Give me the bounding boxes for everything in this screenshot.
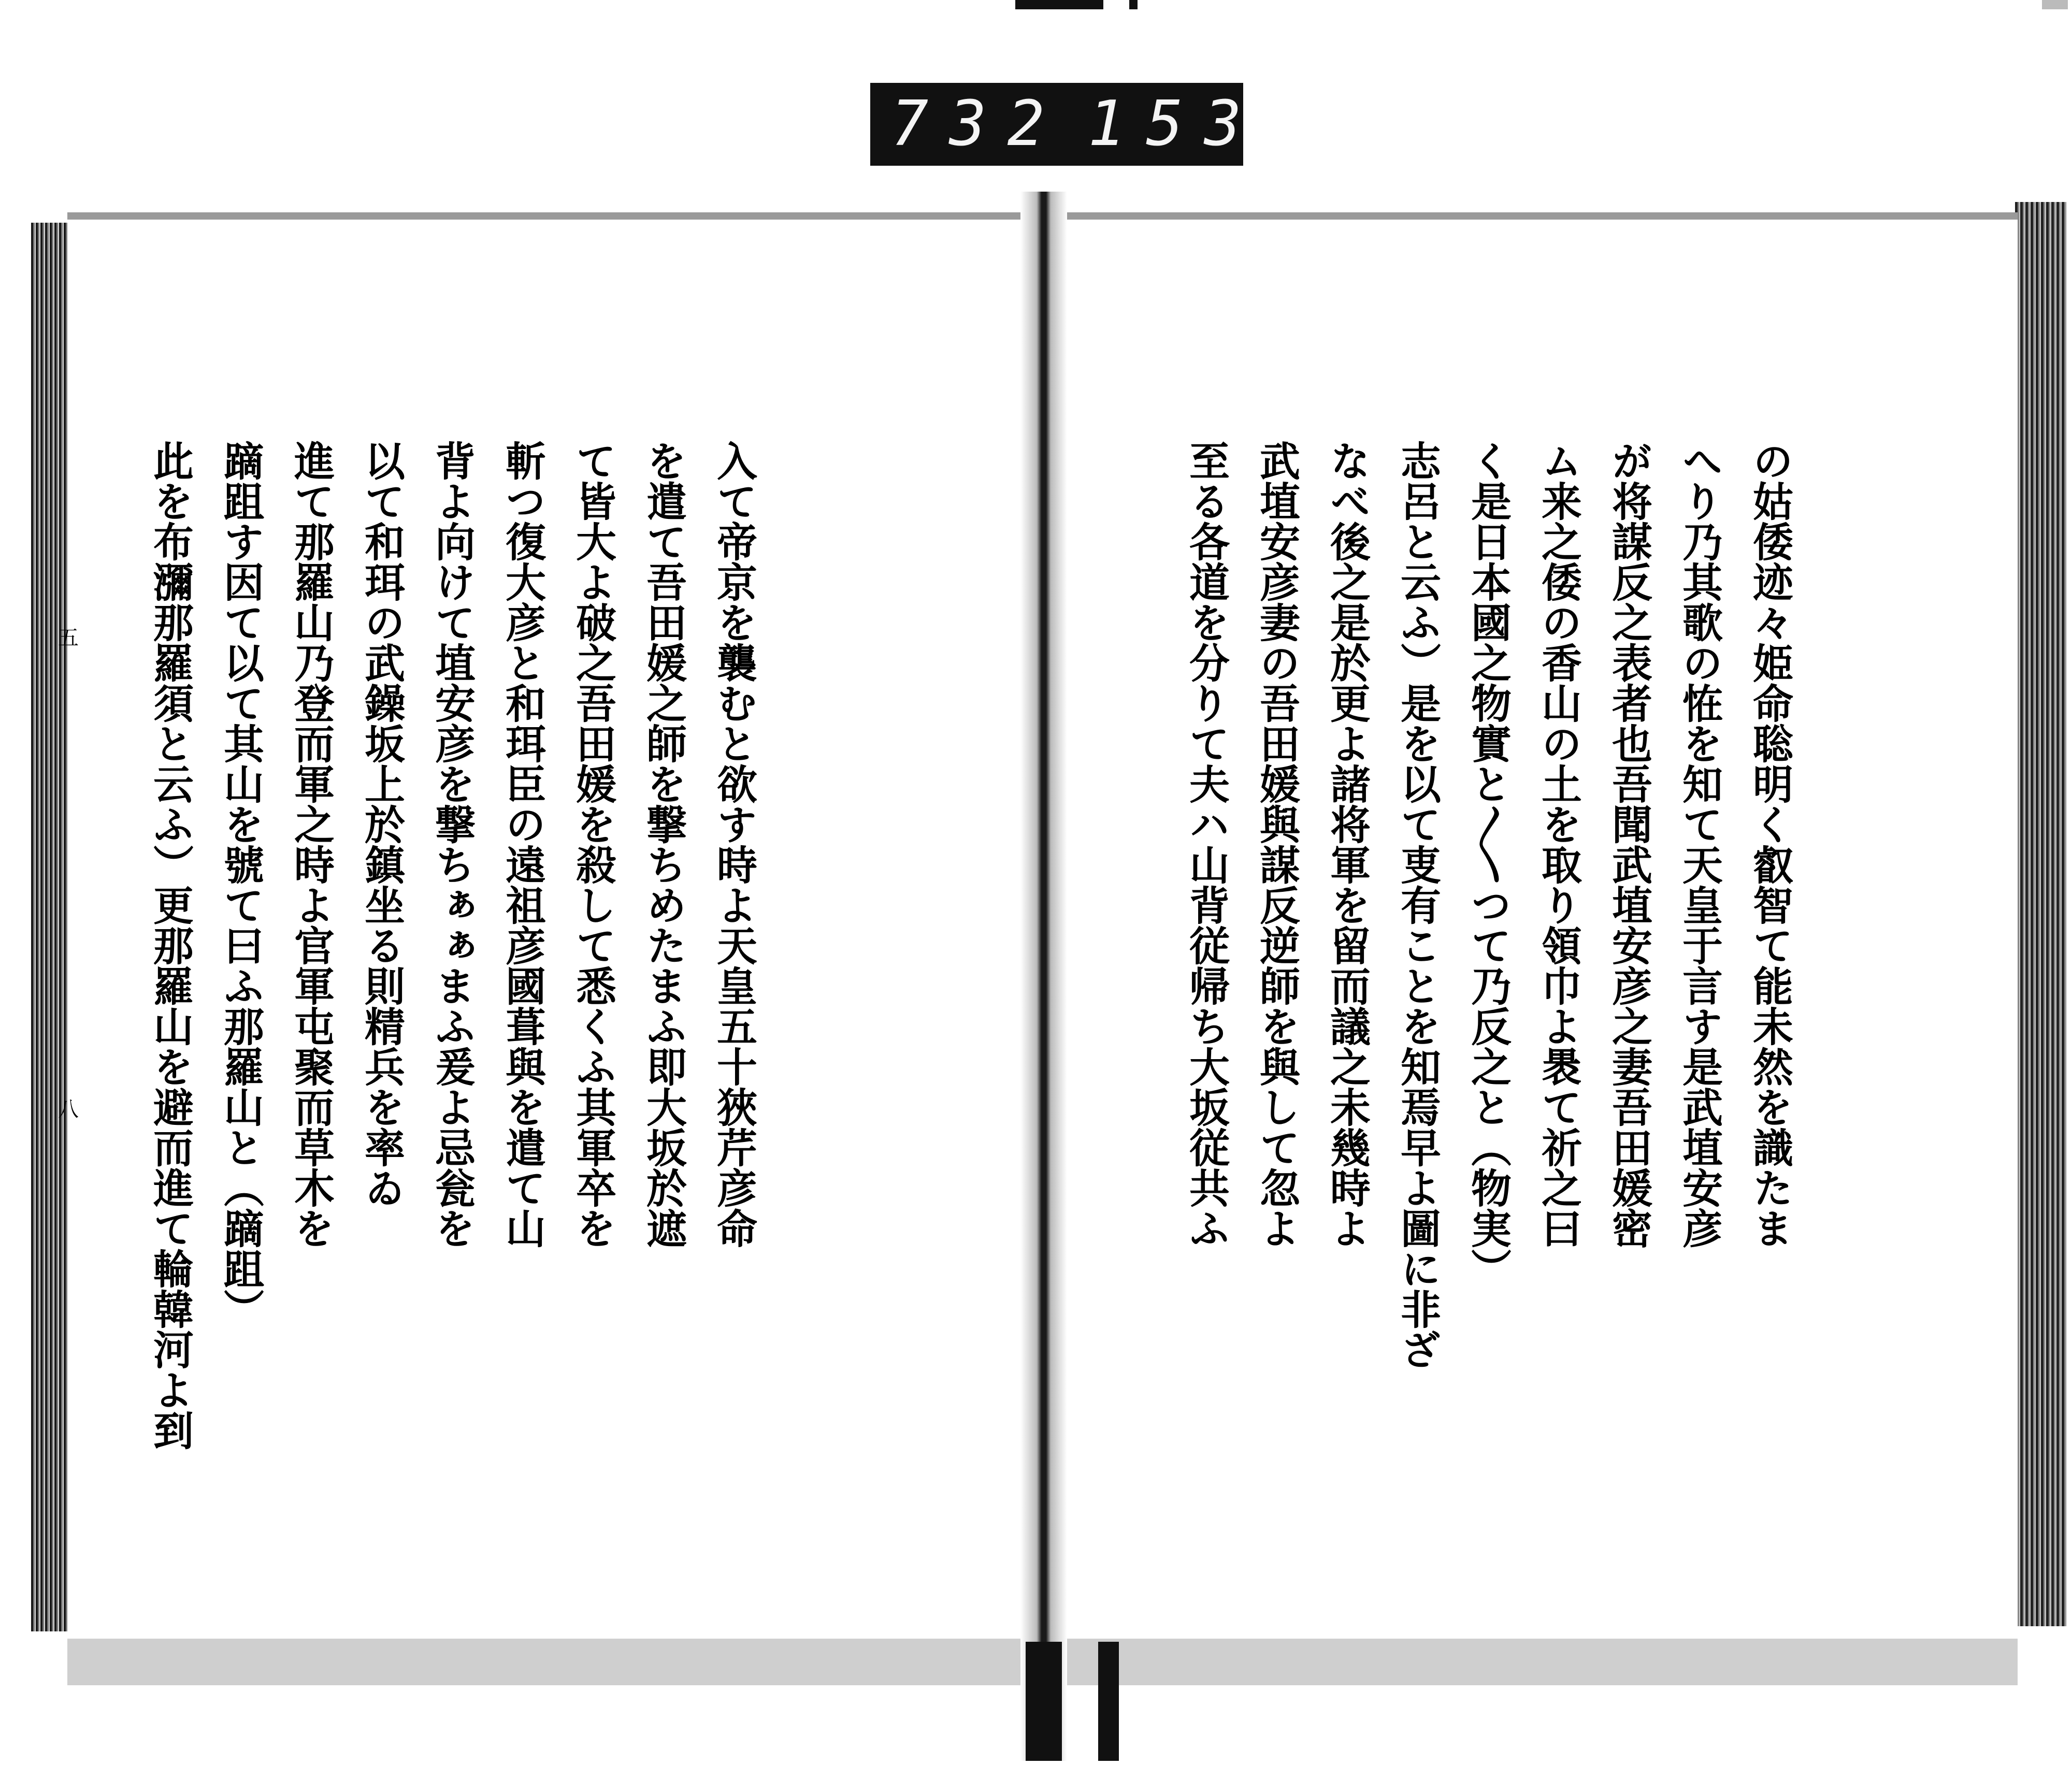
- right-page-edges: [2015, 202, 2067, 1626]
- text-column: へり乃其歌の恠を知て天皇于言す是武埴安彦: [1676, 440, 1723, 1248]
- text-column: の姑倭迹々姫命聡明く叡智て能未然を識たま: [1746, 440, 1793, 1248]
- gutter-shadow: [1098, 1642, 1119, 1761]
- text-column: 入て帝京を襲むと欲す時よ天皇五十狹芹彦命: [710, 440, 757, 1248]
- left-page-text: [135, 440, 769, 1507]
- film-label-number-a: 732: [891, 88, 1066, 160]
- film-edge-mark: [1015, 0, 1103, 9]
- gutter-shadow: [1026, 1642, 1062, 1761]
- text-column: て皆大よ破之吾田媛を殺して悉くふ其軍卒を: [569, 440, 616, 1248]
- text-column: が将謀反之表者也吾聞武埴安彦之妻吾田媛密: [1605, 440, 1652, 1248]
- text-column: 至る各道を分りて夫ハ山背従帰ち大坂従共ふ: [1183, 440, 1230, 1248]
- folio-mark: 五: [58, 626, 79, 650]
- text-column: 以て和珥の武鐰坂上於鎮坐る則精兵を率ゐ: [358, 440, 405, 1208]
- corner-mark: [2042, 0, 2068, 9]
- text-column: 背よ向けて埴安彦を撃ちぁぁまふ爰よ忌瓮を: [428, 440, 476, 1248]
- text-column: 武埴安彦妻の吾田媛與謀反逆師を與して忽よ: [1253, 440, 1300, 1248]
- book-gutter: [1020, 192, 1067, 1761]
- film-label-plate: [870, 83, 1262, 166]
- film-edge-tick: [1129, 0, 1138, 9]
- text-column: なべ後之是於更よ諸将軍を留而議之未幾時よ: [1323, 440, 1371, 1248]
- left-page-edges: [31, 223, 67, 1631]
- text-column: く是日本國之物實と〳〵つて乃反之と（物実）: [1464, 440, 1512, 1289]
- film-label-number-b: 153: [1088, 88, 1262, 160]
- text-column: 斬つ復大彦と和珥臣の遠祖彦國葺與を遣て山: [499, 440, 546, 1248]
- text-column: 志呂と云ふ）是を以て叓有ことを知焉早よ圖に非ざ: [1394, 440, 1441, 1369]
- text-column: 進て那羅山乃登而軍之時よ官軍屯聚而草木を: [287, 440, 335, 1248]
- text-column: ム来之倭の香山の土を取り領巾よ褁て祈之曰: [1535, 440, 1582, 1248]
- text-column: 此を布瀰那羅須と云ふ）更那羅山を避而進て輪韓河よ到: [147, 440, 194, 1450]
- right-page-text: [1171, 440, 1805, 1507]
- text-column: を遣て吾田媛之師を撃ちめたまふ即大坂於遮: [640, 440, 687, 1248]
- text-column: 蹢跙す因て以て其山を號て曰ふ那羅山と（蹢跙）: [217, 440, 264, 1329]
- folio-mark: 八: [58, 1097, 79, 1121]
